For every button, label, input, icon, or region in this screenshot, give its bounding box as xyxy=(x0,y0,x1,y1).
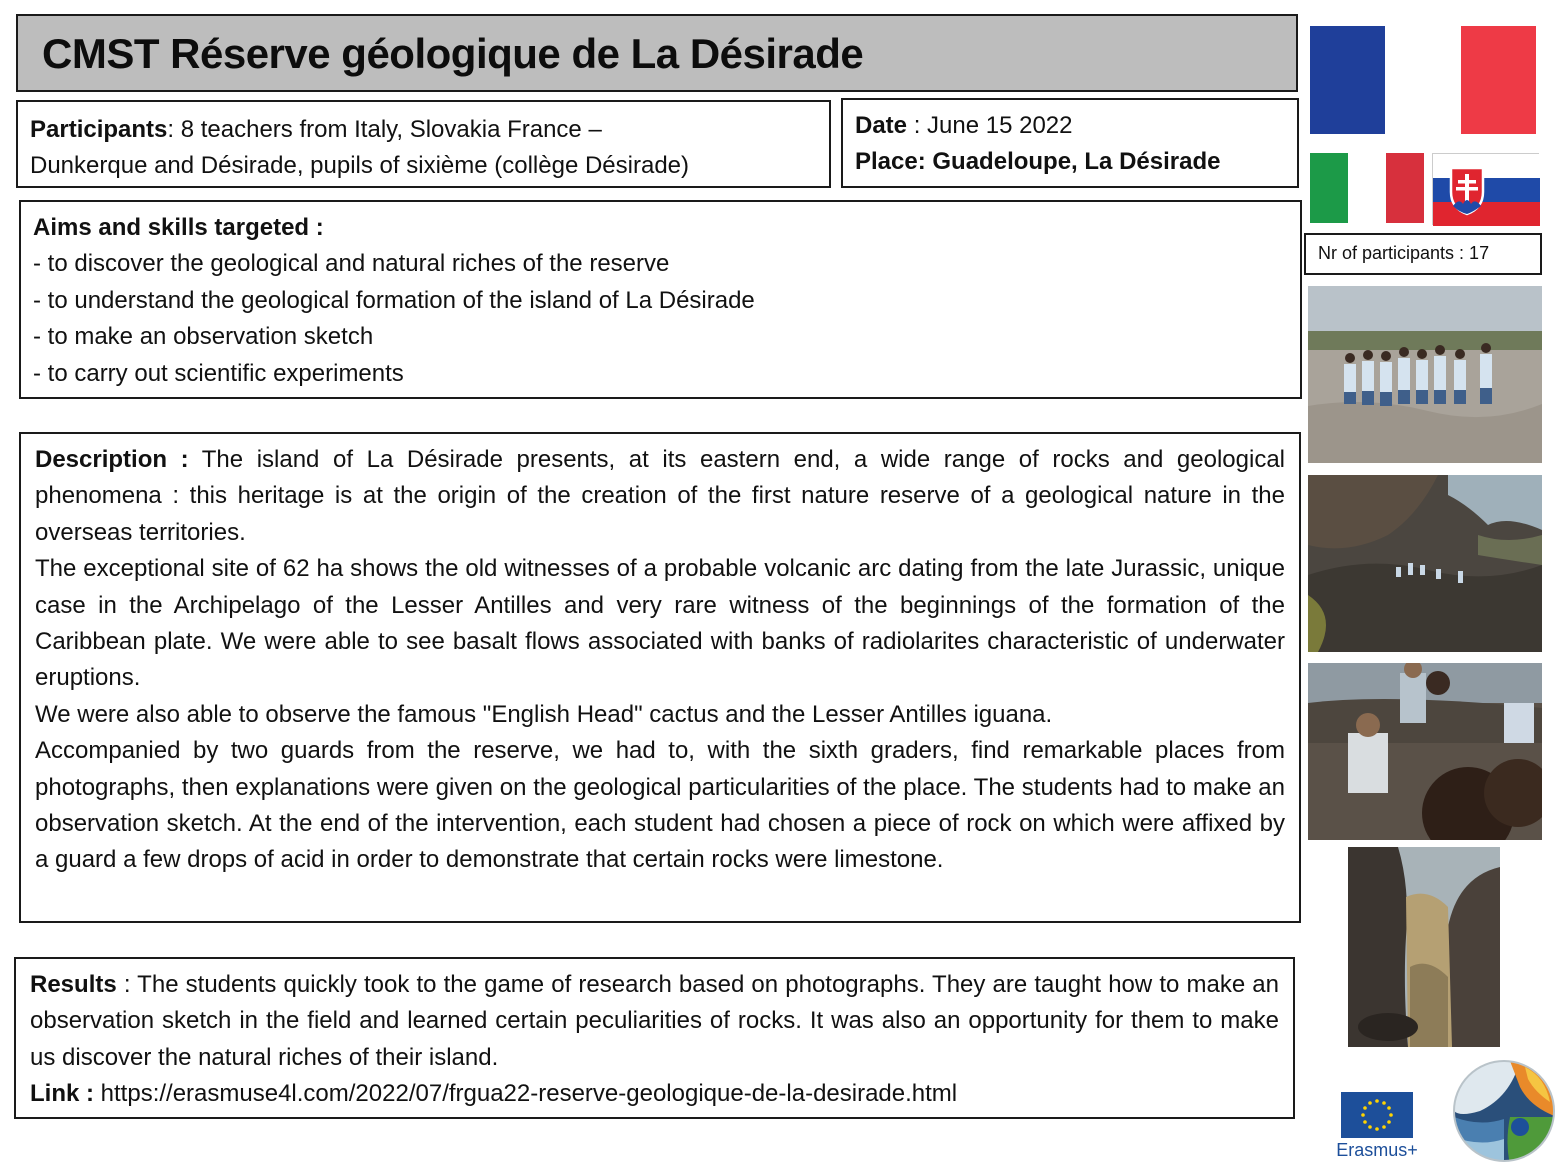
participants-box xyxy=(16,100,831,188)
date-label: Date xyxy=(855,112,908,139)
eu-flag-icon xyxy=(1341,1092,1413,1138)
erasmus-logo xyxy=(1324,1088,1430,1164)
date-value: : June 15 2022 xyxy=(907,112,1073,139)
description-paragraph-4: Accompanied by two guards from the reserve, we had to, with the sixth graders, find remarkable places from photographs, then explanations were given on the geological particularities of the place. The students had to make an observation sketch. At the end of the intervention, each student had chosen a piece of rock on which were affixed by a guard a few drops of acid in order to demonstrate that certain rocks were limestone. xyxy=(35,737,1285,874)
rocks-photo xyxy=(1308,475,1542,652)
title-box xyxy=(16,14,1298,92)
aims-item: - to discover the geological and natural riches of the reserve xyxy=(33,250,670,278)
results-label: Results xyxy=(30,971,117,998)
project-globe-logo xyxy=(1450,1057,1557,1165)
aims-item: - to understand the geological formation of the island of La Désirade xyxy=(33,286,755,314)
description-box xyxy=(19,432,1301,923)
aims-item: - to make an observation sketch xyxy=(33,323,374,351)
aims-item: - to carry out scientific experiments xyxy=(33,359,404,387)
participants-text-2: Dunkerque and Désirade, pupils of sixième (collège Désirade) xyxy=(30,152,690,179)
date-place-box xyxy=(841,98,1299,188)
erasmus-label: Erasmus+ xyxy=(1336,1140,1418,1160)
link-url[interactable]: https://erasmuse4l.com/2022/07/frgua22-reserve-geologique-de-la-desirade.html xyxy=(94,1080,958,1108)
participants-text-1: : 8 teachers from Italy, Slovakia France – xyxy=(167,116,602,143)
results-box xyxy=(14,957,1295,1119)
description-paragraph-2: The exceptional site of 62 ha shows the old witnesses of a probable volcanic arc dating from the late Jurassic, unique case in the Archipelago of the Lesser Antilles and very rare witness of the beginnings of the formation of the Caribbean plate. We were able to see basalt flows associated with banks of radiolarites characteristic of underwater eruptions. xyxy=(35,555,1285,692)
place-line: Place: Guadeloupe, La Désirade xyxy=(855,148,1221,175)
link-line xyxy=(30,1076,1279,1112)
description-label: Description : xyxy=(35,446,189,473)
group-photo xyxy=(1308,286,1542,463)
italy-flag-icon xyxy=(1310,153,1424,223)
students-photo xyxy=(1308,663,1542,840)
results-text: : The students quickly took to the game of research based on photographs. They are taught how to make an observation sketch in the field and learned certain peculiarities of rocks. It was also an opportunity for them to make us discover the natural riches of their island. xyxy=(30,971,1279,1071)
description-text-1: The island of La Désirade presents, at its eastern end, a wide range of rocks and geological phenomena : this heritage is at the origin of the creation of the first nature reserve of a geological nature in the overseas territories. xyxy=(35,446,1286,546)
france-flag-icon xyxy=(1310,26,1536,134)
aims-box xyxy=(19,200,1302,399)
aims-heading: Aims and skills targeted : xyxy=(33,214,324,241)
description-paragraph-3: We were also able to observe the famous "English Head" cactus and the Lesser Antilles iguana. xyxy=(35,700,1053,728)
results-paragraph xyxy=(30,967,1279,1076)
cliff-photo xyxy=(1348,847,1500,1047)
slovakia-flag-icon xyxy=(1432,153,1539,225)
description-paragraph-1 xyxy=(35,442,1285,551)
link-label: Link : xyxy=(30,1080,94,1108)
page-title: CMST Réserve géologique de La Désirade xyxy=(42,30,864,77)
participants-label: Participants xyxy=(30,116,168,143)
participants-count-box: Nr of participants : 17 xyxy=(1304,233,1542,275)
participants-line-1 xyxy=(30,112,817,148)
date-line xyxy=(855,108,1285,144)
